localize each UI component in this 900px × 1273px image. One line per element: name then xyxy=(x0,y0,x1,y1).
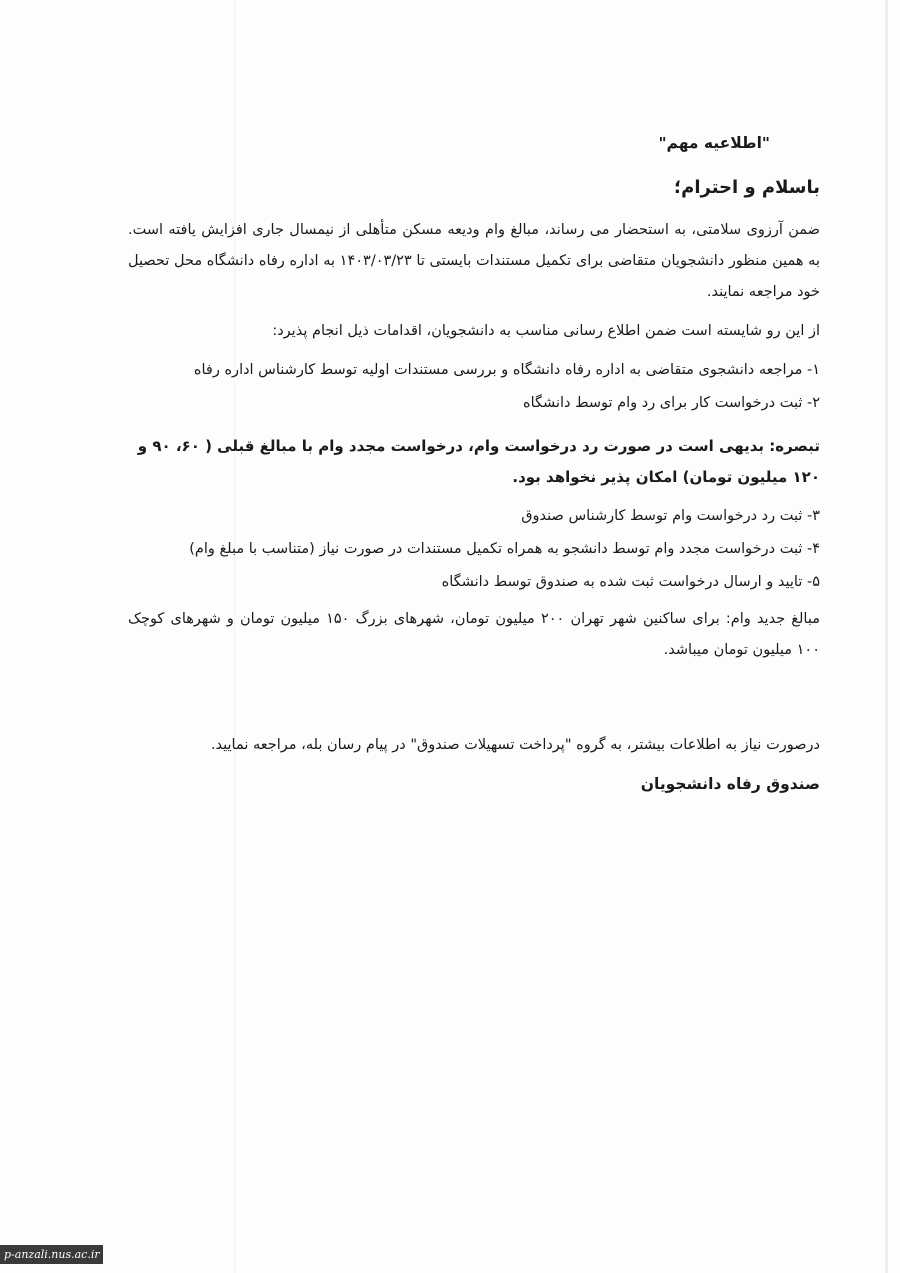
site-watermark: p-anzali.nus.ac.ir xyxy=(0,1245,103,1264)
steps-list-first xyxy=(128,355,820,419)
step-item: ۳- ثبت رد درخواست وام توسط کارشناس صندوق xyxy=(521,508,820,524)
note-paragraph xyxy=(128,431,820,493)
intro-paragraph: ضمن آرزوی سلامتی، به استحضار می رساند، مبالغ وام ودیعه مسکن متأهلی از نیمسال جاری افزایش یافته است. به همین منظور دانشجویان متقاضی برای تکمیل مستندات بایستی تا ۱۴۰۳/۰۳/۲۳ به اداره رفاه دانشگاه محل تحصیل خود مراجعه نمایند. xyxy=(128,222,820,300)
steps-list-second xyxy=(128,501,820,598)
contact-paragraph: درصورت نیاز به اطلاعات بیشتر، به گروه "پرداخت تسهیلات صندوق" در پیام رسان بله، مراجعه نمایید. xyxy=(210,737,820,753)
step-item: ۵- تایید و ارسال درخواست ثبت شده به صندوق توسط دانشگاه xyxy=(441,574,820,590)
step-item: ۲- ثبت درخواست کار برای رد وام توسط دانشگاه xyxy=(522,395,820,411)
step-item: ۱- مراجعه دانشجوی متقاضی به اداره رفاه دانشگاه و بررسی مستندات اولیه توسط کارشناس اداره رفاه xyxy=(193,362,820,378)
actions-intro-paragraph: از این رو شایسته است ضمن اطلاع رسانی مناسب به دانشجویان، اقدامات ذیل انجام پذیرد: xyxy=(272,323,820,339)
letter-body xyxy=(128,128,820,800)
important-notice-heading: "اطلاعیه مهم" xyxy=(658,134,770,152)
note-label: تبصره: xyxy=(769,437,820,455)
greeting: باسلام و احترام؛ xyxy=(673,177,820,198)
step-item: ۴- ثبت درخواست مجدد وام توسط دانشجو به همراه تکمیل مستندات در صورت نیاز (متناسب با مبلغ وام) xyxy=(189,541,820,557)
signature: صندوق رفاه دانشجویان xyxy=(640,775,820,793)
new-loan-amounts-paragraph: مبالغ جدید وام: برای ساکنین شهر تهران ۲۰۰ میلیون تومان، شهرهای بزرگ ۱۵۰ میلیون تومان و شهرهای کوچک ۱۰۰ میلیون تومان میباشد. xyxy=(128,611,820,658)
note-text: بدیهی است در صورت رد درخواست وام، درخواست مجدد وام با مبالغ قبلی ( ۶۰، ۹۰ و ۱۲۰ میلیون تومان) امکان پذیر نخواهد بود. xyxy=(137,437,820,486)
